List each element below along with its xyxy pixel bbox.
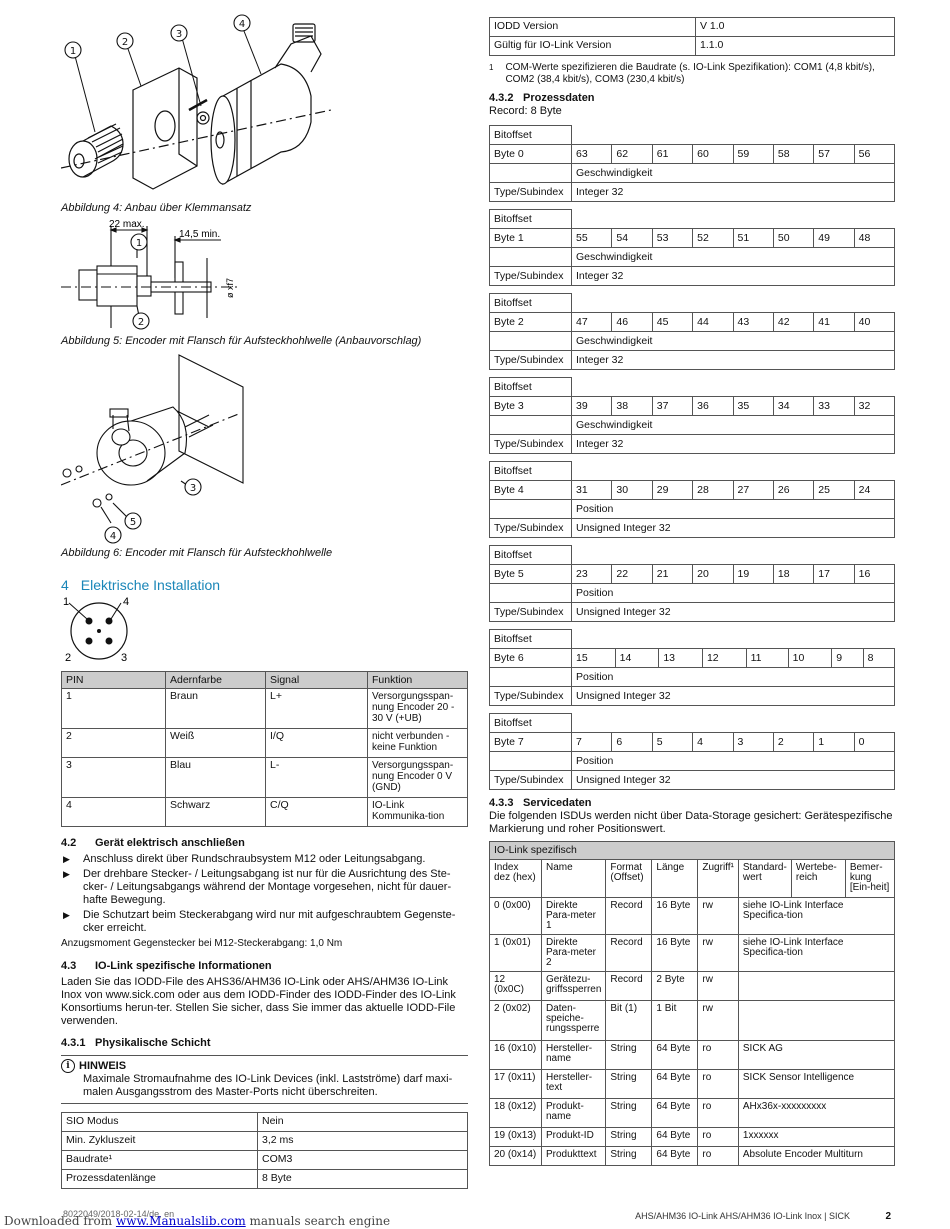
bit-cell: 29 xyxy=(652,481,692,500)
table-row: Byte 6 15 14 13 12 11 10 9 8 xyxy=(490,649,895,668)
table-row: Type/Subindex Unsigned Integer 32 xyxy=(490,519,895,538)
svg-text:2: 2 xyxy=(137,317,145,328)
svg-text:5: 5 xyxy=(129,517,137,528)
bit-cell: 51 xyxy=(733,229,773,248)
table-row: Type/Subindex Unsigned Integer 32 xyxy=(490,771,895,790)
table-row: 0 (0x00) Direkte Para-meter 1 Record 16 Byte rw siehe IO-Link Interface Specifica-tion xyxy=(490,898,895,935)
byte-table-0 xyxy=(489,125,895,202)
byte-table-3 xyxy=(489,377,895,454)
bit-cell: 56 xyxy=(854,145,894,164)
table-row: Prozessdatenlänge 8 Byte xyxy=(62,1170,468,1189)
table-row: Baudrate¹ COM3 xyxy=(62,1151,468,1170)
list-item: ▶ Die Schutzart beim Steckerabgang wird nur mit aufgeschraubtem Gegenste-cker erreicht. xyxy=(61,909,468,935)
bit-cell: 63 xyxy=(572,145,612,164)
bit-cell: 44 xyxy=(693,313,733,332)
figure-5-drawing xyxy=(61,218,291,333)
table-row: Position xyxy=(490,584,895,603)
bit-cell: 32 xyxy=(854,397,894,416)
bit-cell: 27 xyxy=(733,481,773,500)
bit-cell: 12 xyxy=(702,649,746,668)
byte-table-2 xyxy=(489,293,895,370)
figure-5 xyxy=(61,218,468,347)
svg-text:1: 1 xyxy=(69,46,77,57)
bit-cell: 25 xyxy=(814,481,854,500)
table-row: 18 (0x12) Produkt-name String 64 Byte ro AHx36x-xxxxxxxxx xyxy=(490,1099,895,1128)
bit-cell: 45 xyxy=(652,313,692,332)
table-row: Type/Subindex Integer 32 xyxy=(490,435,895,454)
bit-cell: 23 xyxy=(572,565,612,584)
table-row: Type/Subindex Integer 32 xyxy=(490,351,895,370)
byte-table-6 xyxy=(489,629,895,706)
figure-5-caption: Abbildung 5: Encoder mit Flansch für Aufsteckhohlwelle (Anbauvorschlag) xyxy=(61,335,422,347)
byte-table-5 xyxy=(489,545,895,622)
figure-4 xyxy=(61,14,468,214)
bit-cell: 4 xyxy=(693,733,733,752)
service-table-title: IO-Link spezifisch xyxy=(490,842,895,860)
bit-cell: 34 xyxy=(773,397,813,416)
table-row: Byte 3 39 38 37 36 35 34 33 32 xyxy=(490,397,895,416)
bit-cell: 39 xyxy=(572,397,612,416)
bit-cell: 43 xyxy=(733,313,773,332)
bit-cell: 0 xyxy=(854,733,894,752)
bit-cell: 60 xyxy=(693,145,733,164)
table-row: Bitoffset xyxy=(490,126,895,145)
bit-cell: 58 xyxy=(773,145,813,164)
iodd-table xyxy=(489,17,895,56)
baudrate-footnote xyxy=(489,62,895,86)
table-row: 17 (0x11) Hersteller-text String 64 Byte ro SICK Sensor Intelligence xyxy=(490,1070,895,1099)
download-note: Downloaded from www.Manualslib.com manuals search engine xyxy=(4,1214,391,1228)
bit-cell: 17 xyxy=(814,565,854,584)
bit-cell: 6 xyxy=(612,733,652,752)
table-row: 3 Blau L- Versorgungsspan-nung Encoder 0 V (GND) xyxy=(62,758,468,798)
table-row: Position xyxy=(490,500,895,519)
section-4-3-3-body: Die folgenden ISDUs werden nicht über Data-Storage gesichert: Gerätespezifische Markierung und roher Positionswert. xyxy=(489,810,893,835)
table-row: 16 (0x10) Hersteller-name String 64 Byte ro SICK AG xyxy=(490,1041,895,1070)
bit-cell: 8 xyxy=(863,649,894,668)
section-4-3-3-heading: 4.3.3 Servicedaten xyxy=(489,797,592,809)
table-row: 4 Schwarz C/Q IO-Link Kommunika-tion xyxy=(62,798,468,827)
bit-cell: 13 xyxy=(659,649,703,668)
service-data-table: IO-Link spezifisch Index dez (hex) Name Format (Offset) Länge Zugriff¹ Standard-wert Wertebe-reich Bemer-kung [Ein-heit] 0 (0x00) Direkte Para-meter 1 Record 16 Byte rw siehe IO-Link Interface Specifica-tion 1 (0x01) Direkte Para-meter 2 Record 16 Byte rw siehe IO-Link Interface Specifica-tion 12 (0x0C) Gerätezu-griffssperren Record 2 Byte rw 2 (0x02) Daten-speiche-rungssperre Bit (1) 1 Bit rw 16 (0x10) Hersteller-name String 64 Byte ro SICK AG 17 (0x11) Hersteller-text String 64 Byte ro SICK Sensor Intelligence 18 (0x12) Produkt-name String 64 Byte ro AHx36x-xxxxxxxxx 19 (0x13) Produkt-ID String 64 Byte ro 1xxxxxx 20 (0x14) Produkttext String 64 Byte ro Absolute Encoder Multiturn xyxy=(489,841,895,1166)
bit-cell: 59 xyxy=(733,145,773,164)
bit-cell: 28 xyxy=(693,481,733,500)
table-row: Byte 2 47 46 45 44 43 42 41 40 xyxy=(490,313,895,332)
bit-cell: 47 xyxy=(572,313,612,332)
table-row: 19 (0x13) Produkt-ID String 64 Byte ro 1xxxxxx xyxy=(490,1128,895,1147)
bit-cell: 2 xyxy=(773,733,813,752)
byte-table-7 xyxy=(489,713,895,790)
dim-22-max: 22 max. xyxy=(109,219,145,230)
table-row: 1 (0x01) Direkte Para-meter 2 Record 16 Byte rw siehe IO-Link Interface Specifica-tion xyxy=(490,935,895,972)
table-row: Geschwindigkeit xyxy=(490,332,895,351)
table-row: 2 Weiß I/Q nicht verbunden - keine Funktion xyxy=(62,729,468,758)
table-row: SIO Modus Nein xyxy=(62,1113,468,1132)
bit-cell: 21 xyxy=(652,565,692,584)
pin-label-1: 1 xyxy=(63,596,70,608)
pin-label-3: 3 xyxy=(121,652,128,663)
doc-id: 8022049/2018-02-14/de, en xyxy=(63,1209,175,1219)
pin-header-signal: Signal xyxy=(266,672,368,689)
table-row: Bitoffset xyxy=(490,462,895,481)
table-row: Bitoffset xyxy=(490,630,895,649)
bit-cell: 14 xyxy=(615,649,659,668)
table-row: Gültig für IO-Link Version 1.1.0 xyxy=(490,37,895,56)
figure-6 xyxy=(61,353,468,559)
hint-title: HINWEIS xyxy=(79,1060,127,1072)
connection-bullets xyxy=(61,853,468,935)
bit-cell: 24 xyxy=(854,481,894,500)
pin-table xyxy=(61,671,468,827)
pin-header-function: Funktion xyxy=(368,672,468,689)
bit-cell: 61 xyxy=(652,145,692,164)
right-column xyxy=(489,17,895,1166)
bit-cell: 26 xyxy=(773,481,813,500)
bit-cell: 55 xyxy=(572,229,612,248)
section-4-2-heading: 4.2 Gerät elektrisch anschließen xyxy=(61,837,245,849)
figure-4-caption: Abbildung 4: Anbau über Klemmansatz xyxy=(61,202,252,214)
table-row: Type/Subindex Unsigned Integer 32 xyxy=(490,687,895,706)
table-row: 20 (0x14) Produkttext String 64 Byte ro Absolute Encoder Multiturn xyxy=(490,1147,895,1166)
bit-cell: 31 xyxy=(572,481,612,500)
hint-box xyxy=(61,1055,468,1104)
figure-6-caption: Abbildung 6: Encoder mit Flansch für Aufsteckhohlwelle xyxy=(61,547,333,559)
section-4-3-body: Laden Sie das IODD-File des AHS36/AHM36 IO-Link oder AHS/AHM36 IO-Link Inox von www.sick.com oder aus dem IODD-Finder des IODD-Finder des IO-Link Konsortiums herun-ter. Stellen Sie sicher, dass Sie immer das aktuelle IODD-File verwenden. xyxy=(61,976,456,1027)
table-row: Bitoffset xyxy=(490,294,895,313)
bit-cell: 37 xyxy=(652,397,692,416)
table-row: Bitoffset xyxy=(490,546,895,565)
table-row: Byte 1 55 54 53 52 51 50 49 48 xyxy=(490,229,895,248)
manualslib-link[interactable]: www.Manualslib.com xyxy=(115,1214,246,1228)
bit-cell: 5 xyxy=(652,733,692,752)
table-row: Byte 7 7 6 5 4 3 2 1 0 xyxy=(490,733,895,752)
table-row: Byte 5 23 22 21 20 19 18 17 16 xyxy=(490,565,895,584)
bit-cell: 36 xyxy=(693,397,733,416)
table-row: Type/Subindex Integer 32 xyxy=(490,267,895,286)
bit-cell: 18 xyxy=(773,565,813,584)
bit-cell: 30 xyxy=(612,481,652,500)
bit-cell: 3 xyxy=(733,733,773,752)
pin-header-color: Adernfarbe xyxy=(166,672,266,689)
bit-cell: 7 xyxy=(572,733,612,752)
svg-text:1: 1 xyxy=(135,238,143,249)
table-row: Bitoffset xyxy=(490,378,895,397)
bit-cell: 16 xyxy=(854,565,894,584)
svg-text:3: 3 xyxy=(189,483,197,494)
bit-cell: 10 xyxy=(788,649,832,668)
left-column xyxy=(61,14,468,1189)
table-row: Bitoffset xyxy=(490,210,895,229)
table-row: Byte 0 63 62 61 60 59 58 57 56 xyxy=(490,145,895,164)
table-row: Byte 4 31 30 29 28 27 26 25 24 xyxy=(490,481,895,500)
info-icon: i xyxy=(61,1059,75,1073)
section-4-3-2-heading: 4.3.2 Prozessdaten xyxy=(489,92,595,104)
table-row: Geschwindigkeit xyxy=(490,248,895,267)
bit-cell: 49 xyxy=(814,229,854,248)
list-item: ▶ Anschluss direkt über Rundschraubsystem M12 oder Leitungsabgang. xyxy=(61,853,468,866)
table-row: IODD Version V 1.0 xyxy=(490,18,895,37)
section-4-3-1-heading: 4.3.1 Physikalische Schicht xyxy=(61,1037,211,1049)
figure-4-drawing xyxy=(61,14,391,200)
bit-cell: 38 xyxy=(612,397,652,416)
bit-cell: 46 xyxy=(612,313,652,332)
table-row: 2 (0x02) Daten-speiche-rungssperre Bit (1) 1 Bit rw xyxy=(490,1001,895,1041)
dim-14-5-min: 14,5 min. xyxy=(179,229,221,240)
table-row: Type/Subindex Integer 32 xyxy=(490,183,895,202)
bit-cell: 19 xyxy=(733,565,773,584)
bit-cell: 40 xyxy=(854,313,894,332)
physical-layer-table xyxy=(61,1112,468,1189)
list-item: ▶ Der drehbare Stecker- / Leitungsabgang ist nur für die Ausrichtung des Ste-cker- / Leitungsabgangs während der Montage vorgesehen, nicht für dauer-hafte Bewegung. xyxy=(61,868,468,907)
table-row: Position xyxy=(490,668,895,687)
byte-table-1 xyxy=(489,209,895,286)
table-row: 12 (0x0C) Gerätezu-griffssperren Record 2 Byte rw xyxy=(490,972,895,1001)
bit-cell: 41 xyxy=(814,313,854,332)
bit-cell: 42 xyxy=(773,313,813,332)
bit-cell: 48 xyxy=(854,229,894,248)
bit-cell: 52 xyxy=(693,229,733,248)
bit-cell: 53 xyxy=(652,229,692,248)
bit-cell: 11 xyxy=(746,649,788,668)
pin-label-4: 4 xyxy=(123,596,130,608)
bit-cell: 9 xyxy=(832,649,863,668)
bit-cell: 50 xyxy=(773,229,813,248)
page-number: 2 xyxy=(885,1211,891,1222)
table-row: Geschwindigkeit xyxy=(490,416,895,435)
section-4-heading: 4 Elektrische Installation xyxy=(61,577,221,593)
table-row: Bitoffset xyxy=(490,714,895,733)
connector-pinout xyxy=(61,595,141,663)
bit-cell: 15 xyxy=(572,649,616,668)
bit-cell: 1 xyxy=(814,733,854,752)
process-data-tables xyxy=(489,125,895,790)
footnote-text: COM-Werte spezifizieren die Baudrate (s. IO-Link Spezifikation): COM1 (4,8 kbit/s), COM2 (38,4 kbit/s), COM3 (230,4 kbit/s) xyxy=(505,62,875,85)
svg-text:4: 4 xyxy=(109,531,117,542)
bit-cell: 35 xyxy=(733,397,773,416)
table-row: Min. Zykluszeit 3,2 ms xyxy=(62,1132,468,1151)
bit-cell: 20 xyxy=(693,565,733,584)
table-row: Geschwindigkeit xyxy=(490,164,895,183)
table-row: Position xyxy=(490,752,895,771)
svg-text:4: 4 xyxy=(238,19,246,30)
byte-table-4 xyxy=(489,461,895,538)
record-size: Record: 8 Byte xyxy=(489,105,562,117)
hint-body: Maximale Stromaufnahme des IO-Link Devices (inkl. Lastströme) darf maxi-malen Ausgangsstrom des Master-Ports nicht überschreiten. xyxy=(83,1073,453,1098)
bit-cell: 57 xyxy=(814,145,854,164)
dim-diameter: ø xf7 xyxy=(225,277,235,299)
svg-text:3: 3 xyxy=(175,29,183,40)
bit-cell: 33 xyxy=(814,397,854,416)
footnote-mark: 1 xyxy=(489,63,494,72)
page-footer xyxy=(0,1209,950,1229)
pin-label-2: 2 xyxy=(65,652,72,663)
section-4-3-heading: 4.3 IO-Link spezifische Informationen xyxy=(61,960,272,972)
figure-6-drawing xyxy=(61,353,281,545)
table-row: 1 Braun L+ Versorgungsspan-nung Encoder 20 - 30 V (+UB) xyxy=(62,689,468,729)
table-row: Type/Subindex Unsigned Integer 32 xyxy=(490,603,895,622)
svg-text:2: 2 xyxy=(121,37,129,48)
bit-cell: 62 xyxy=(612,145,652,164)
bit-cell: 22 xyxy=(612,565,652,584)
bit-cell: 54 xyxy=(612,229,652,248)
footer-brand: AHS/AHM36 IO-Link AHS/AHM36 IO-Link Inox | SICK xyxy=(635,1211,850,1221)
pin-header-pin: PIN xyxy=(62,672,166,689)
torque-note: Anzugsmoment Gegenstecker bei M12-Steckerabgang: 1,0 Nm xyxy=(61,938,343,949)
